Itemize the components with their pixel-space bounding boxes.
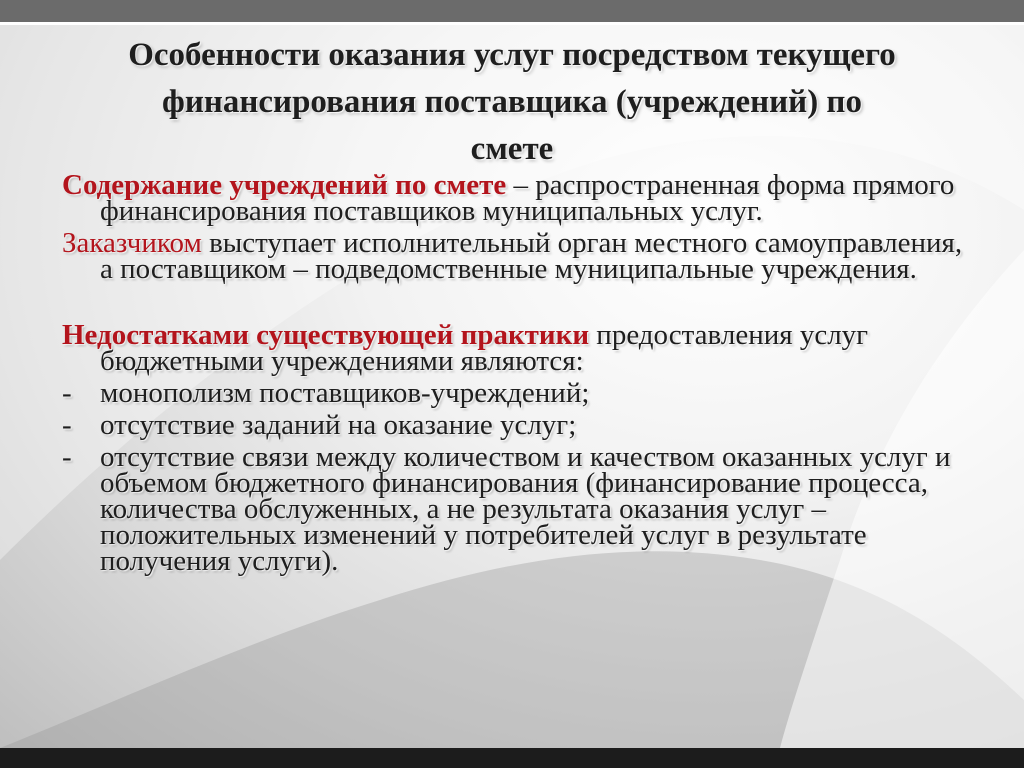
paragraph-customer xyxy=(62,227,967,285)
list-item xyxy=(62,377,967,409)
list-item-text: отсутствие связи между количеством и качеством оказанных услуг и объемом бюджетного финансирования (финансирование процесса, количества обслуженных, а не результата оказания услуг – положительных изменений у потребителей услуг в результате получения услуги). xyxy=(100,441,951,577)
list-item-text: отсутствие заданий на оказание услуг; xyxy=(100,409,577,441)
paragraph-drawbacks xyxy=(62,319,967,377)
customer-term: Заказчиком xyxy=(62,227,202,259)
slide-title: Особенности оказания услуг посредством текущего финансирования поставщика (учреждений) по смете xyxy=(128,37,896,167)
definition-term: Содержание учреждений по смете xyxy=(62,169,507,201)
list-item xyxy=(62,441,967,577)
dash-bullet: - xyxy=(62,377,72,409)
spacer xyxy=(62,288,967,322)
definition-text: – распространенная форма прямого финансирования поставщиков муниципальных услуг. xyxy=(100,169,955,227)
dash-bullet: - xyxy=(62,441,72,473)
paragraph-definition xyxy=(62,169,967,227)
slide-body xyxy=(62,169,967,580)
dash-bullet: - xyxy=(62,409,72,441)
list-item-text: монополизм поставщиков-учреждений; xyxy=(100,377,590,409)
list-item xyxy=(62,409,967,441)
drawbacks-term: Недостатками существующей практики xyxy=(62,319,590,351)
drawbacks-text: предоставления услуг бюджетными учреждениями являются: xyxy=(100,319,869,377)
customer-text: выступает исполнительный орган местного самоуправления, а поставщиком – подведомственные муниципальные учреждения. xyxy=(100,227,963,285)
bottom-band xyxy=(0,748,1024,768)
